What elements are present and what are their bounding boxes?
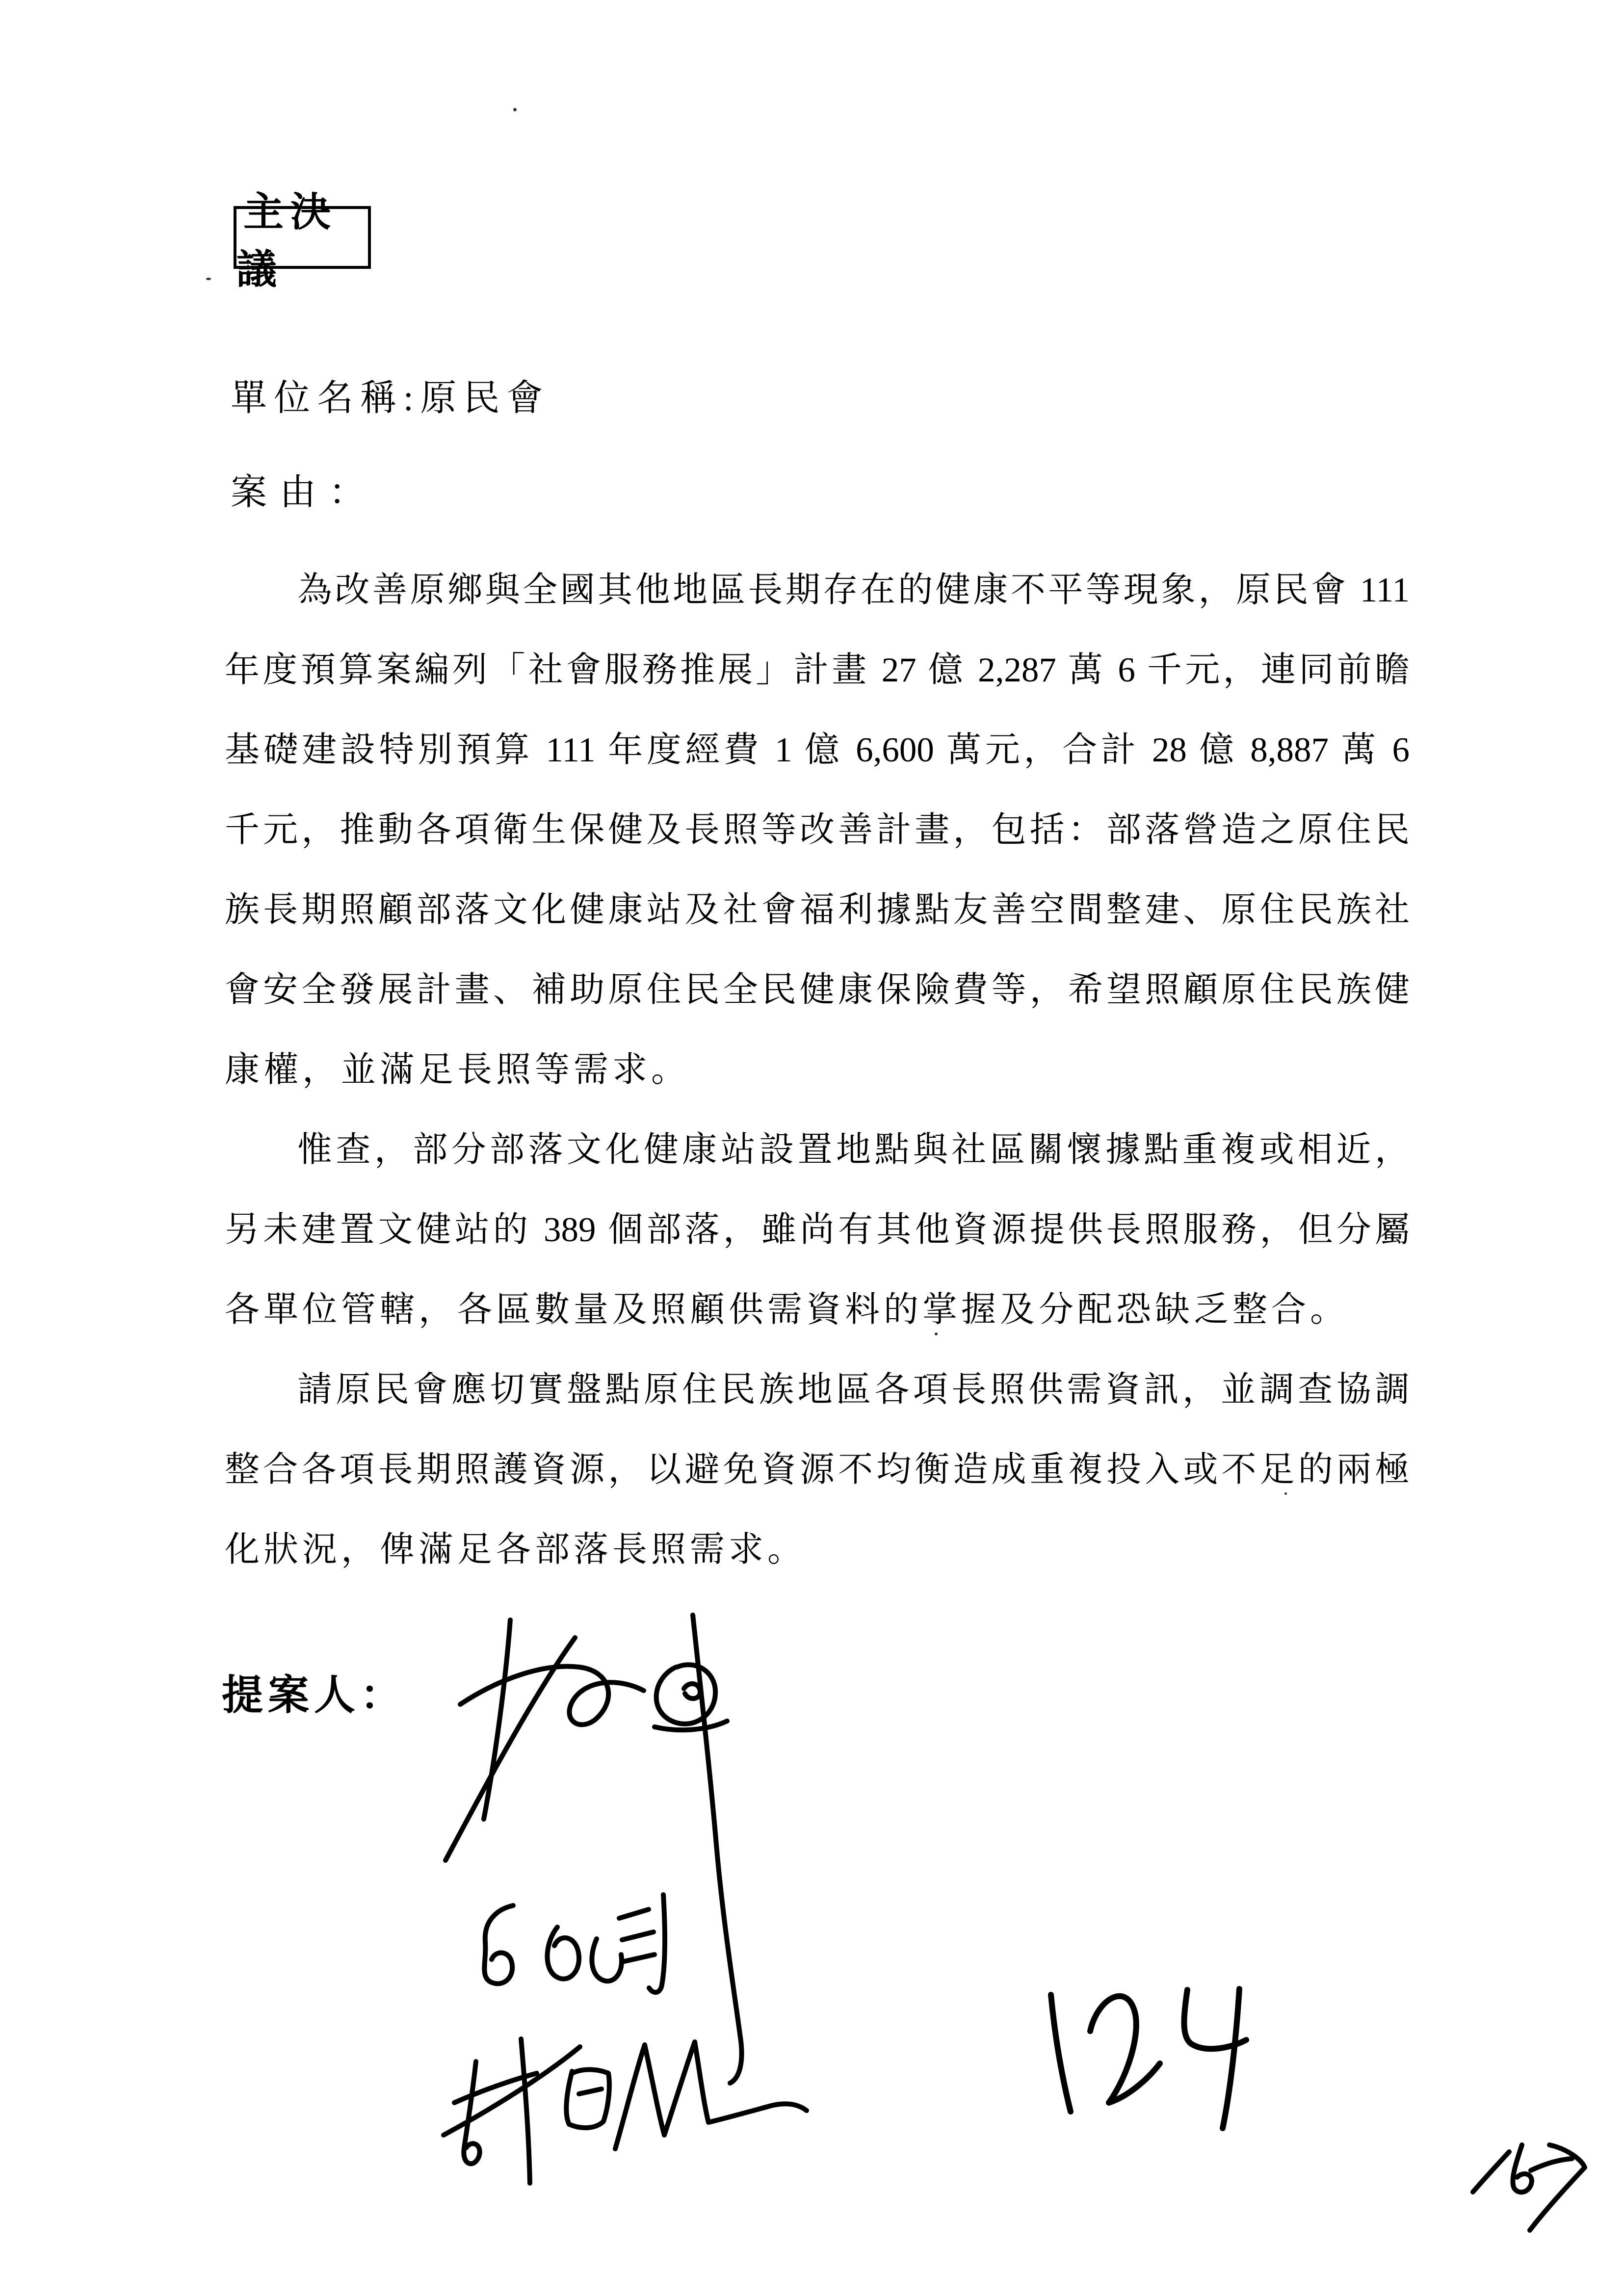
proposer-signature-2 xyxy=(484,1895,665,1992)
case-subject-label: 案由： xyxy=(231,472,378,513)
body-line: 化狀況，俾滿足各部落長照需求。 xyxy=(225,1531,807,1569)
body-line: 請原民會應切實盤點原住民族地區各項長照供需資訊，並調查協調 xyxy=(297,1371,1410,1409)
handwritten-number-167 xyxy=(1473,2145,1585,2230)
body-line: 各單位管轄，各區數量及照顧供需資料的掌握及分配恐缺乏整合。 xyxy=(225,1291,1349,1329)
body-line: 另未建置文健站的 389 個部落，雖尚有其他資源提供長照服務，但分屬 xyxy=(225,1211,1410,1249)
body-line: 會安全發展計畫、補助原住民全民健康保險費等，希望照顧原住民族健 xyxy=(225,971,1410,1009)
title-text: 主決議 xyxy=(236,190,338,292)
unit-name-line: 單位名稱:原民會 xyxy=(231,378,550,418)
proposer-signature-1 xyxy=(445,1615,742,2083)
body-line: 年度預算案編列「社會服務推展」計畫 27 億 2,287 萬 6 千元，連同前瞻 xyxy=(225,651,1410,689)
body-line: 康權，並滿足長照等需求。 xyxy=(225,1051,690,1089)
body-line: 千元，推動各項衛生保健及長照等改善計畫，包括：部落營造之原住民 xyxy=(225,811,1410,849)
proposer-signature-3 xyxy=(444,2039,807,2183)
proposer-label: 提案人： xyxy=(222,1673,407,1719)
body-line: 整合各項長期照護資源，以避免資源不均衡造成重複投入或不足的兩極 xyxy=(225,1451,1410,1489)
body-line: 為改善原鄉與全國其他地區長期存在的健康不平等現象，原民會 111 xyxy=(297,571,1410,609)
body-line: 族長期照顧部落文化健康站及社會福利據點友善空間整建、原住民族社 xyxy=(225,891,1410,929)
handwritten-number-124 xyxy=(1051,1989,1246,2128)
body-line: 基礎建設特別預算 111 年度經費 1 億 6,600 萬元，合計 28 億 8,887 萬 6 xyxy=(225,731,1410,769)
body-line: 惟查，部分部落文化健康站設置地點與社區關懷據點重複或相近， xyxy=(297,1131,1410,1169)
